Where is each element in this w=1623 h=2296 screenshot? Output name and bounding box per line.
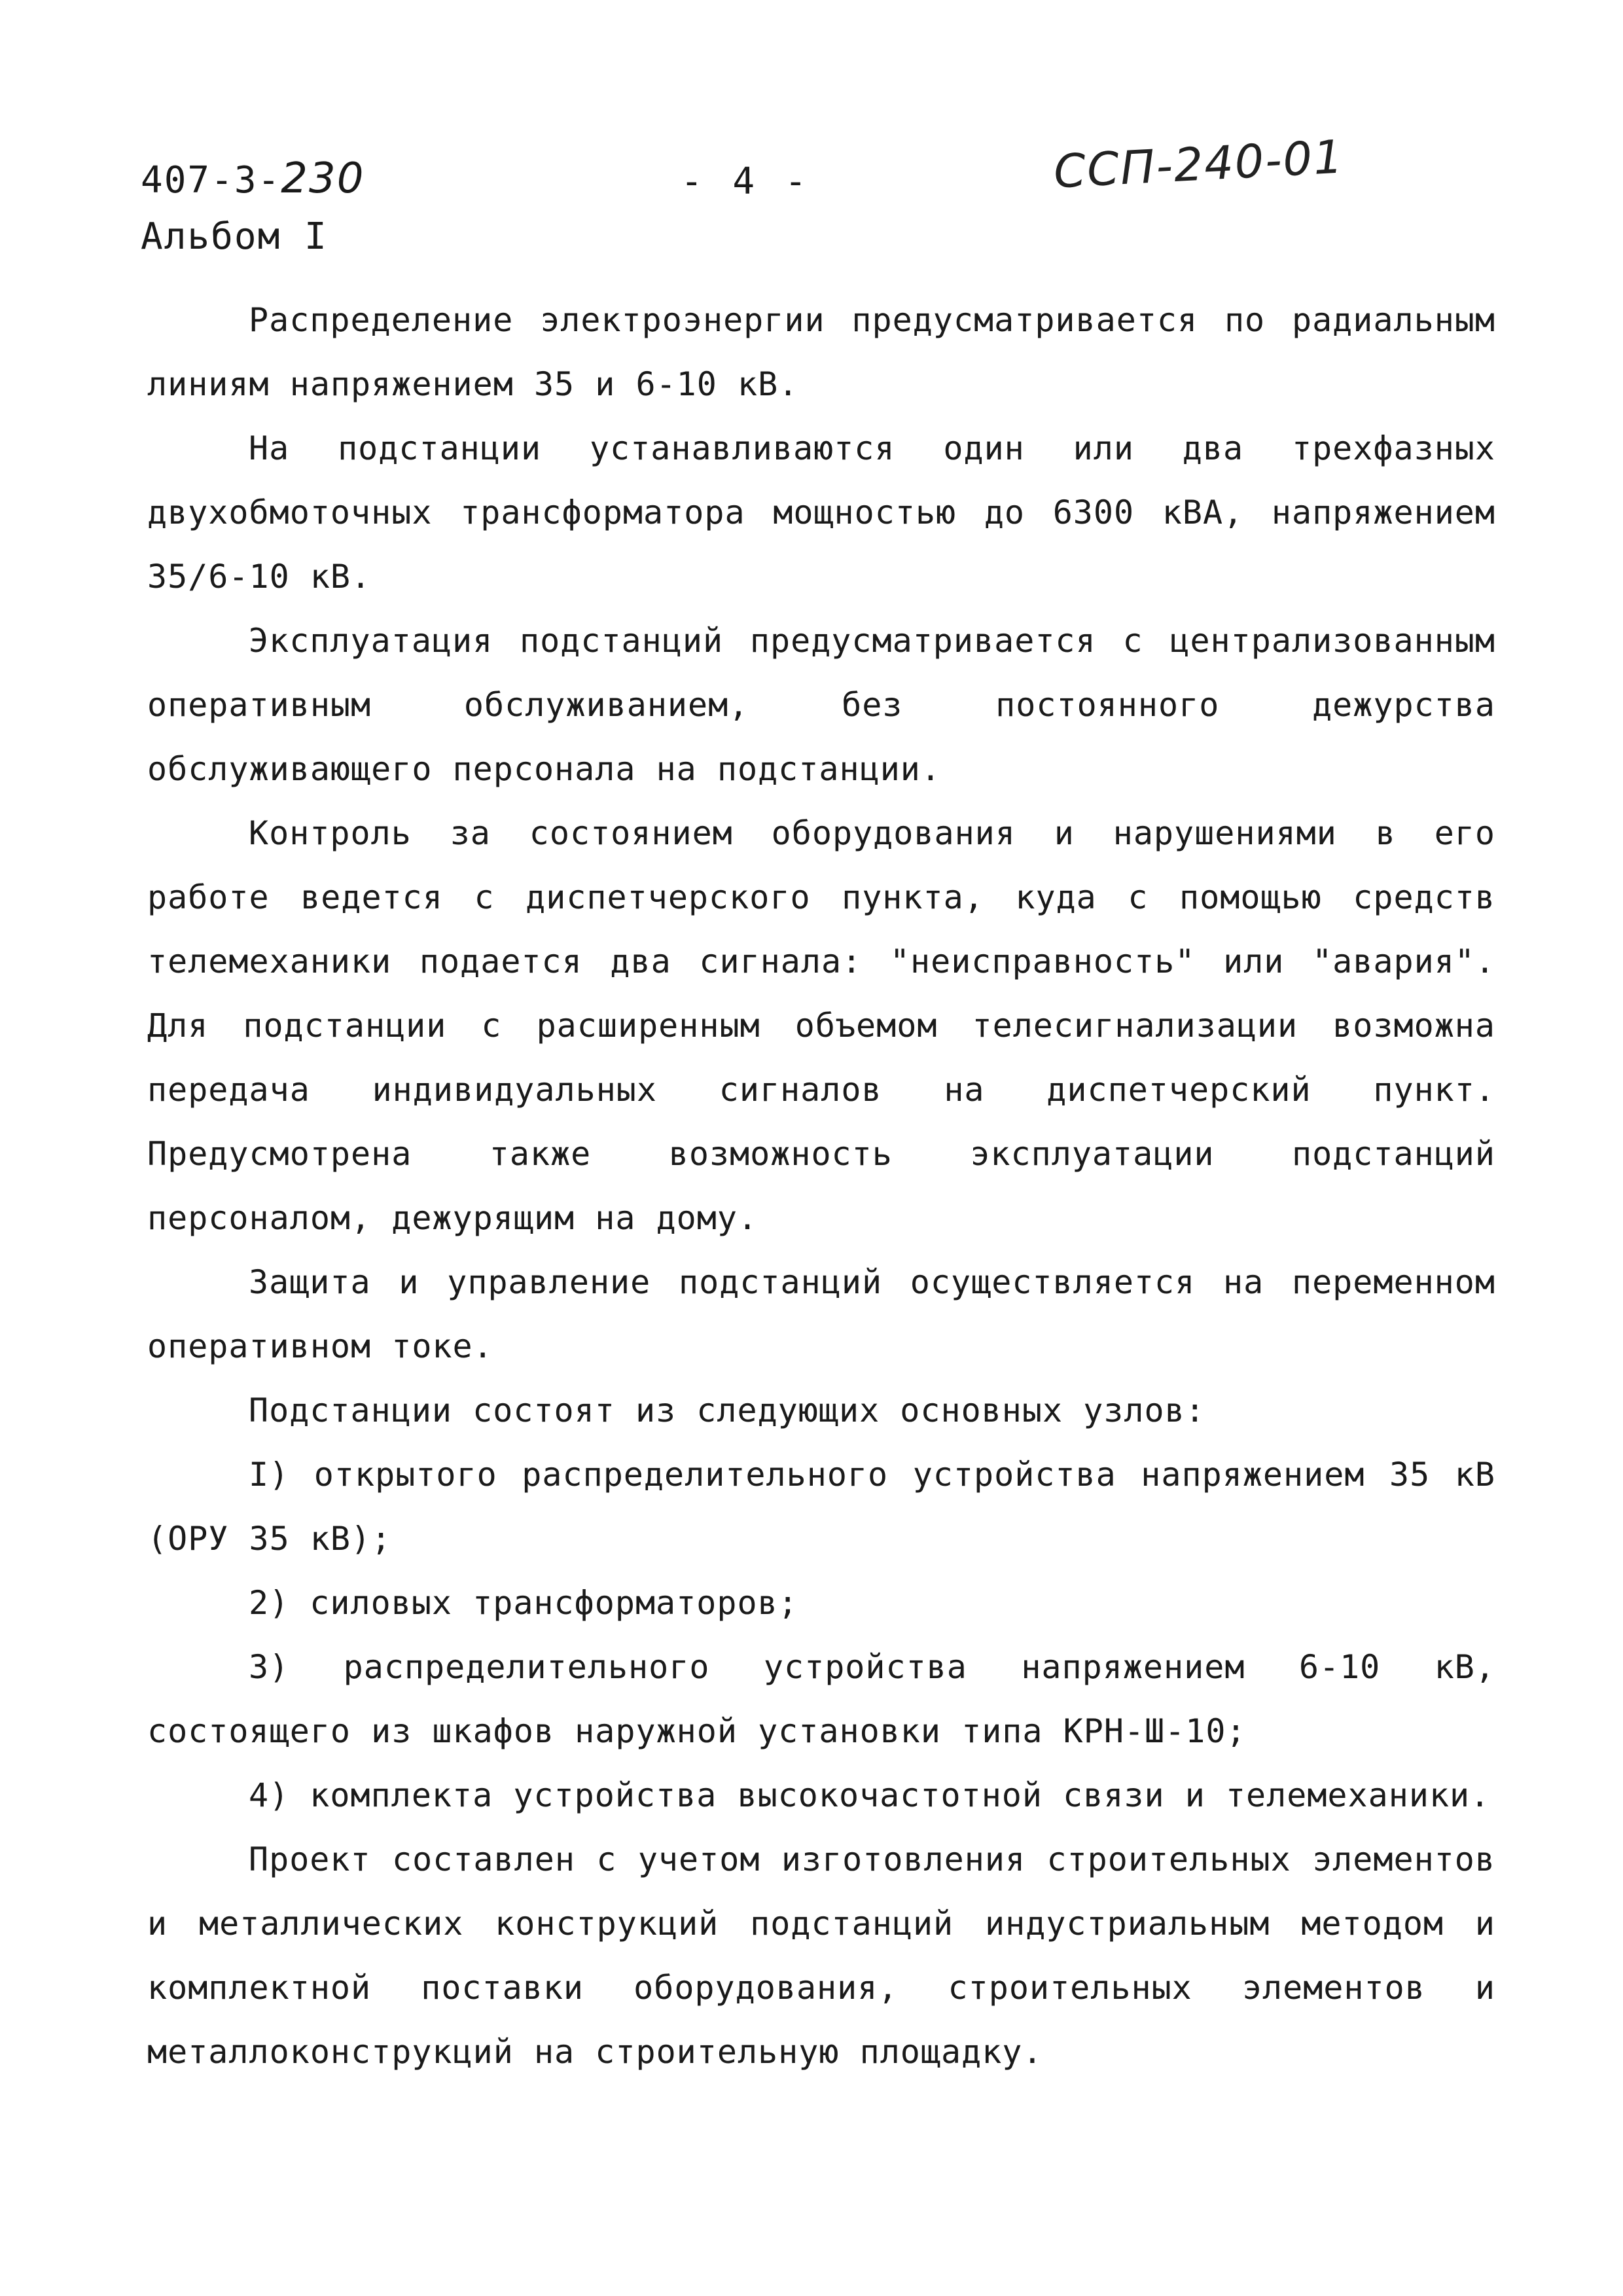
paragraph-distribution: Распределение электроэнергии предусматривается по радиальным линиям напряжением 35 и 6-10 кВ.: [147, 301, 1495, 403]
paragraph-protection: Защита и управление подстанций осуществляется на переменном оперативном токе.: [147, 1263, 1495, 1365]
document-header-left: [141, 151, 365, 265]
document-number-handwritten: 230: [281, 154, 365, 203]
list-item-3: 3) распределительного устройства напряжением 6-10 кВ, состоящего из шкафов наружной установки типа КРН-Ш-10;: [147, 1648, 1495, 1750]
paragraph-project: Проект составлен с учетом изготовления строительных элементов и металлических конструкций подстанций индустриальным методом и комплектной поставки оборудования, строительных элементов и металлоконструкций на строительную площадку.: [147, 1840, 1495, 2071]
album-label: Альбом I: [141, 215, 328, 258]
body-text: [147, 288, 1495, 2084]
handwritten-code: ССП-240-01: [1052, 130, 1346, 199]
list-item-1: I) открытого распределительного устройства напряжением 35 кВ (ОРУ 35 кВ);: [147, 1456, 1495, 1558]
list-item-4: 4) комплекта устройства высокочастотной связи и телемеханики.: [249, 1776, 1491, 1814]
document-number: [141, 151, 365, 209]
document-number-printed: 407-3-: [141, 159, 281, 202]
paragraph-operation: Эксплуатация подстанций предусматривается с централизованным оперативным обслуживанием, без постоянного дежурства обслуживающего персонала на подстанции.: [147, 622, 1495, 788]
paragraph-control: Контроль за состоянием оборудования и нарушениями в его работе ведется с диспетчерского пункта, куда с помощью средств телемеханики подается два сигнала: "неисправность" или "авария". Для подстанции с расширенным объемом телесигнализации возможна передача индивидуальных сигналов на диспетчерский пункт. Предусмотрена также возможность эксплуатации подстанций персоналом, дежурящим на дому.: [147, 814, 1495, 1237]
paragraph-transformers: На подстанции устанавливаются один или два трехфазных двухобмоточных трансформатора мощностью до 6300 кВА, напряжением 35/6-10 кВ.: [147, 429, 1495, 596]
page-number: - 4 -: [681, 160, 811, 203]
list-item-2: 2) силовых трансформаторов;: [249, 1584, 798, 1622]
paragraph-units-intro: Подстанции состоят из следующих основных узлов:: [249, 1391, 1205, 1429]
